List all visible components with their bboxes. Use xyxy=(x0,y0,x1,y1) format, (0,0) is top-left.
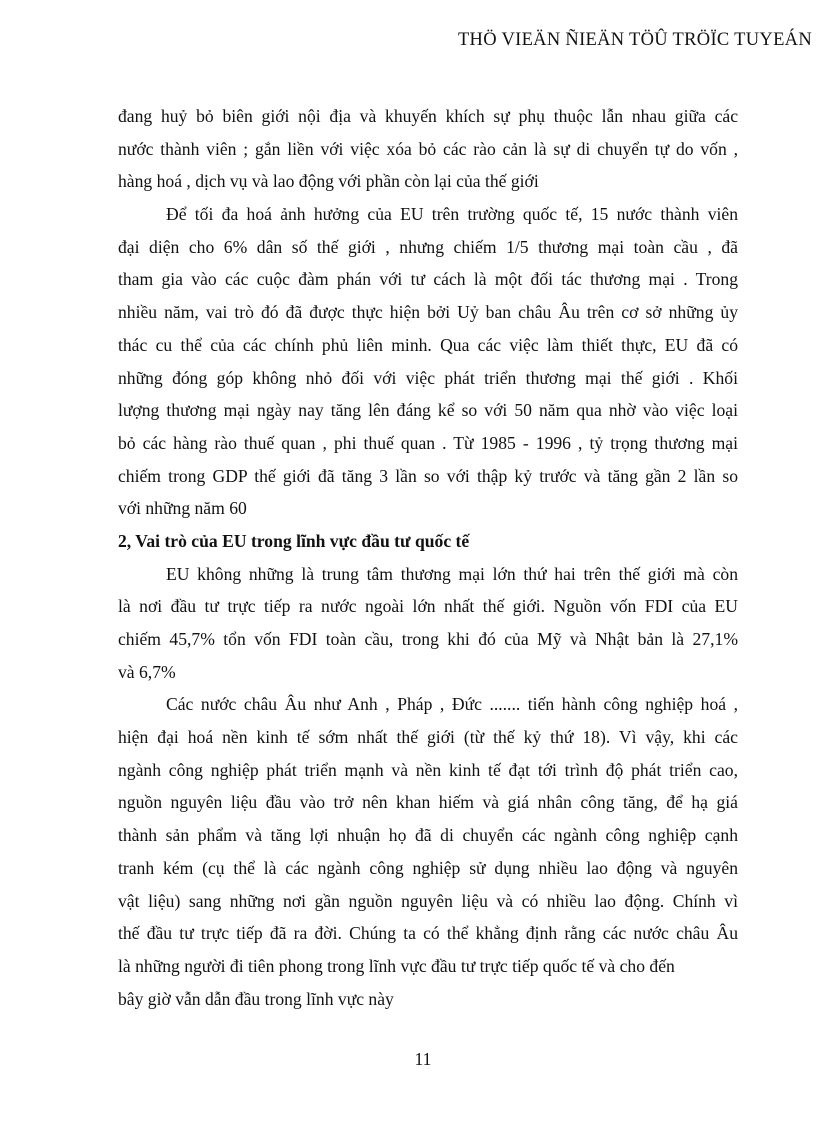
text-line: bây giờ vẫn dẫn đầu trong lĩnh vực này xyxy=(118,988,394,1009)
text-line: nước thành viên ; gắn liền với việc xóa bỏ các rào cản là sự di chuyển tự do vốn , xyxy=(118,138,738,159)
text-line: Các nước châu Âu như Anh , Pháp , Đức ....... tiến hành công nghiệp hoá , xyxy=(166,694,738,715)
text-line: nhiều năm, vai trò đó đã được thực hiện bởi Uỷ ban châu Âu trên cơ sở những ủy xyxy=(118,302,738,323)
section-heading: 2, Vai trò của EU trong lĩnh vực đầu tư quốc tế xyxy=(118,530,470,551)
text-line: Để tối đa hoá ảnh hưởng của EU trên trường quốc tế, 15 nước thành viên xyxy=(166,204,738,225)
text-line: nguồn nguyên liệu đầu vào trở nên khan hiếm và giá nhân công tăng, để hạ giá xyxy=(118,792,738,813)
page-number: 11 xyxy=(414,1049,432,1069)
text-line: những đóng góp không nhỏ đối với việc phát triển thương mại thế giới . Khối xyxy=(118,367,738,388)
text-line: tranh kém (cụ thể là các ngành công nghiệp sử dụng nhiều lao động và nguyên xyxy=(118,857,738,878)
text-line: bỏ các hàng rào thuế quan , phi thuế quan . Từ 1985 - 1996 , tỷ trọng thương mại xyxy=(118,432,738,453)
text-line: là nơi đầu tư trực tiếp ra nước ngoài lớn nhất thế giới. Nguồn vốn FDI của EU xyxy=(118,596,738,617)
text-line: thành sản phẩm và tăng lợi nhuận họ đã di chuyển các ngành công nghiệp cạnh xyxy=(118,825,738,846)
text-line: chiếm trong GDP thế giới đã tăng 3 lần so với thập kỷ trước và tăng gần 2 lần so xyxy=(118,465,738,486)
text-line: đại diện cho 6% dân số thế giới , nhưng chiếm 1/5 thương mại toàn cầu , đã xyxy=(118,236,738,257)
text-line: chiếm 45,7% tổn vốn FDI toàn cầu, trong khi đó của Mỹ và Nhật bản là 27,1% xyxy=(118,629,738,649)
text-line: EU không những là trung tâm thương mại lớn thứ hai trên thế giới mà còn xyxy=(166,563,738,584)
text-line: và 6,7% xyxy=(118,661,176,682)
text-line: hàng hoá , dịch vụ và lao động với phần còn lại của thế giới xyxy=(118,171,539,192)
text-line: tham gia vào các cuộc đàm phán với tư cách là một đối tác thương mại . Trong xyxy=(118,269,738,290)
text-line: là những người đi tiên phong trong lĩnh vực đầu tư trực tiếp quốc tế và cho đến xyxy=(118,955,675,976)
text-line: hiện đại hoá nền kinh tế sớm nhất thế giới (từ thế kỷ thứ 18). Vì vậy, khi các xyxy=(118,727,738,748)
text-line: đang huỷ bỏ biên giới nội địa và khuyến khích sự phụ thuộc lẫn nhau giữa các xyxy=(118,106,738,126)
text-line: thế đầu tư trực tiếp đã ra đời. Chúng ta có thể khẳng định rằng các nước châu Âu xyxy=(118,923,738,944)
document-body xyxy=(118,100,738,1015)
text-line: thác cu thể của các chính phủ liên minh. Qua các việc làm thiết thực, EU đã có xyxy=(118,334,738,355)
text-line: ngành công nghiệp phát triển mạnh và nền kinh tế đạt tới trình độ phát triển cao, xyxy=(118,759,738,780)
page-header-title: THÖ VIEÄN ÑIEÄN TÖÛ TRÖÏC TUYEÁN xyxy=(457,30,812,50)
text-line: vật liệu) sang những nơi gần nguồn nguyên liệu và có nhiều lao động. Chính vì xyxy=(118,890,738,911)
text-line: lượng thương mại ngày nay tăng lên đáng kể so với 50 năm qua nhờ vào việc loại xyxy=(118,400,738,421)
text-line: với những năm 60 xyxy=(118,498,247,519)
